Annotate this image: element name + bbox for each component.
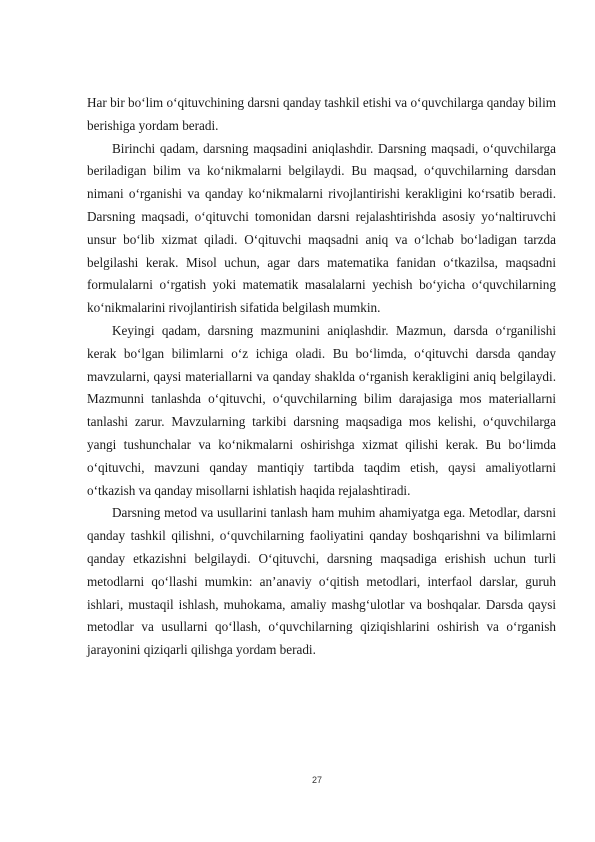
- body-text: [87, 92, 556, 662]
- paragraph-lesson-goal: Birinchi qadam, darsning maqsadini aniqlashdir. Darsning maqsadi, o‘quvchilarga beriladigan bilim va ko‘nikmalarni belgilaydi. Bu maqsad, o‘quvchilarning darsdan nimani o‘rganishi va qanday ko‘nikmalarni rivojlantirishi kerakligini ko‘rsatib beradi. Darsning maqsadi, o‘qituvchi tomonidan darsni rejalashtirishda asosiy yo‘naltiruvchi unsur bo‘lib xizmat qiladi. O‘qituvchi maqsadni aniq va o‘lchab bo‘ladigan tarzda belgilashi kerak. Misol uchun, agar dars matematika fanidan o‘tkazilsa, maqsadni formulalarni o‘rgatish yoki matematik masalalarni yechish bo‘yicha o‘quvchilarning ko‘nikmalarini rivojlantirish sifatida belgilash mumkin.: [87, 140, 556, 316]
- paragraph-lesson-methods: Darsning metod va usullarini tanlash ham muhim ahamiyatga ega. Metodlar, darsni qanday tashkil qilishni, o‘quvchilarning faoliyatini qanday boshqarishni va bilimlarni qanday etkazishni belgilaydi. O‘qituvchi, darsning maqsadiga erishish uchun turli metodlarni qo‘llashi mumkin: an’anaviy o‘qitish metodlari, interfaol darslar, guruh ishlari, mustaqil ishlash, muhokama, amaliy mashg‘ulotlar va boshqalar. Darsda qaysi metodlar va usullarni qo‘llash, o‘quvchilarning qiziqishlarini oshirish va o‘rganish jarayonini qiziqarli qilishga yordam beradi.: [87, 505, 556, 658]
- page-number: 27: [311, 775, 322, 785]
- paragraph-lesson-content: Keyingi qadam, darsning mazmunini aniqlashdir. Mazmun, darsda o‘rganilishi kerak bo‘lgan bilimlarni o‘z ichiga oladi. Bu bo‘limda, o‘qituvchi darsda qanday mavzularni, qaysi materiallarni va qanday shaklda o‘rganish kerakligini aniq belgilaydi. Mazmunni tanlashda o‘qituvchi, o‘quvchilarning bilim darajasiga mos materiallarni tanlashi zarur. Mavzularning tarkibi darsning maqsadiga mos kelishi, o‘quvchilarga yangi tushunchalar va ko‘nikmalarni oshirishga xizmat qilishi kerak. Bu bo‘limda o‘qituvchi, mavzuni qanday mantiqiy tartibda taqdim etish, qaysi amaliyotlarni o‘tkazish va qanday misollarni ishlatish haqida rejalashtiradi.: [87, 322, 556, 498]
- paragraph-intro: Har bir bo‘lim o‘qituvchining darsni qanday tashkil etishi va o‘quvchilarga qanday bilim berishiga yordam beradi.: [87, 95, 556, 133]
